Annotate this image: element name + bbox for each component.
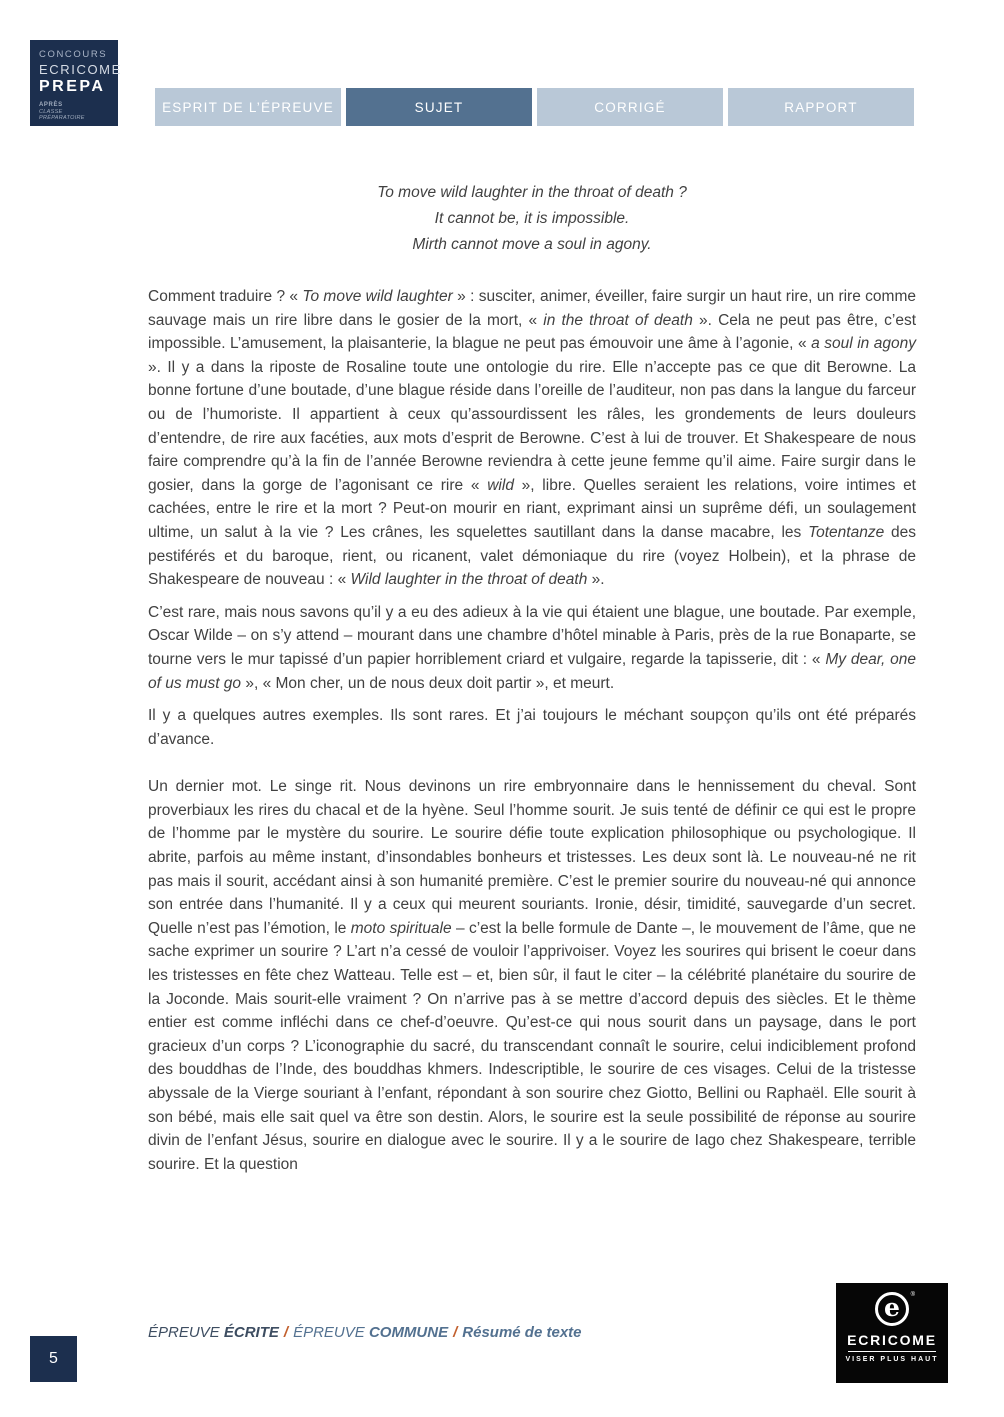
logo-apres-label: APRÈS (39, 102, 63, 108)
paragraph-4: Un dernier mot. Le singe rit. Nous devinons un rire embryonnaire dans le hennissement du cheval. Sont proverbiaux les rires du chacal et de la hyène. Seul l’homme sourit. Je suis tenté de définir ce qui est le propre de l’homme par le mystère du sourire. Le sourire défie toute explication philosophique ou psychologique. Il abrite, parfois au même instant, d’insondables bonheurs et tristesses. Les deux sont là. Le nouveau-né ne rit pas mais il sourit, accédant ainsi à son humanité première. C’est le premier sourire du nouveau-né qui annonce son entrée dans l’humanité. Il y a ceux qui meurent souriants. Ironie, désir, timidité, sauvegarde d’un secret. Quelle n’est pas l’émotion, le moto spirituale – c’est la belle formule de Dante –, le mouvement de l’âme, que ne sache exprimer un sourire ? L’art n’a cessé de vouloir l’apprivoiser. Voyez les sourires qui brisent le coeur dans les tristesses en fête chez Watteau. Telle est – et, bien sûr, il faut le citer – la célébrité planétaire du sourire de la Joconde. Mais sourit-elle vraiment ? On n’arrive pas à se mettre d’accord depuis des siècles. Et le thème entier est comme infléchi dans ce chef-d’oeuvre. Qu’est-ce qui nous sourit dans un paysage, dans le port gracieux d’un corps ? L’iconographie du sacré, du transcendant connaît le sourire, celui indiciblement profond des bouddhas de l’Inde, des bouddhas khmers. Indescriptible, le sourire de ces visages. Celui de la tristesse abyssale de la Vierge souriant à l’enfant, répondant à son sourire chez Giotto, Bellini ou Raphaël. Elle sourit à son bébé, mais elle sait quel va être son destin. Alors, le sourire est la seule possibilité de réponse au sourire divin de l’enfant Jésus, sourire en dialogue avec le sourire. Il y a le sourire de Iago chez Shakespeare, terrible sourire. Et la question (148, 778, 916, 1173)
quote-line-1: To move wild laughter in the throat of death ? (377, 184, 687, 201)
logo-classe-preparatoire-label: CLASSE PRÉPARATOIRE (39, 109, 85, 121)
footer-epreuve-commune: ÉPREUVE COMMUNE (293, 1324, 449, 1341)
quote-line-3: Mirth cannot move a soul in agony. (412, 236, 652, 253)
page-number-badge: 5 (30, 1336, 77, 1382)
footer-epreuve-ecrite: ÉPREUVE ÉCRITE (148, 1324, 279, 1341)
footer-separator-1: / (283, 1324, 289, 1341)
tab-esprit-de-l-epreuve[interactable] (155, 88, 341, 126)
footer-exercise-type: Résumé de texte (462, 1324, 582, 1341)
tab-sujet[interactable] (346, 88, 532, 126)
tab-label: ESPRIT DE L’ÉPREUVE (162, 99, 334, 115)
section-tabs (155, 88, 914, 126)
tab-label: CORRIGÉ (594, 99, 666, 115)
quote-line-2: It cannot be, it is impossible. (434, 210, 630, 227)
logo-ecricome-label: ECRICOME (39, 62, 122, 77)
ecricome-e-icon: e ® (875, 1292, 909, 1326)
tab-corrige[interactable] (537, 88, 723, 126)
paragraph-3: Il y a quelques autres exemples. Ils sont rares. Et j’ai toujours le méchant soupçon qu’ils ont été préparés d’avance. (148, 707, 916, 748)
tab-rapport[interactable] (728, 88, 914, 126)
tab-label: RAPPORT (784, 99, 858, 115)
registered-mark: ® (910, 1292, 915, 1298)
logo-prepa-label: PREPA (39, 78, 106, 95)
brand-divider (848, 1351, 936, 1352)
paragraph-2: C’est rare, mais nous savons qu’il y a eu des adieux à la vie qui étaient une blague, une boutade. Par exemple, Oscar Wilde – on s’y attend – mourant dans une chambre d’hôtel minable à Paris, près de la rue Bonaparte, se tourne vers le mur tapissé d’un papier horriblement criard et vulgaire, regarde la tapisserie, dit : « My dear, one of us must go », « Mon cher, un de nous deux doit partir », et meurt. (148, 603, 917, 692)
epigraph-quote (148, 180, 916, 258)
brand-name: ECRICOME (847, 1332, 937, 1348)
brand-tagline: VISER PLUS HAUT (845, 1356, 939, 1363)
paragraph-1: Comment traduire ? « To move wild laughter » : susciter, animer, éveiller, faire surgir un haut rire, un rire comme sauvage mais un rire libre dans le gosier de la mort, « in the throat of death ». Cela ne peut pas être, c’est impossible. L’amusement, la plaisanterie, la blague ne peut pas émouvoir une âme à l’agonie, « a soul in agony ». Il y a dans la riposte de Rosaline toute une ontologie du rire. Elle n’accepte pas ce que dit Berowne. La bonne fortune d’une boutade, d’une blague réside dans l’oreille de l’auditeur, non pas dans la langue du farceur ou de l’humoriste. Il appartient à ceux qu’assourdissent les râles, les grondements de leurs douleurs d’entendre, de rire aux facéties, aux mots d’esprit de Berowne. C’est à lui de trouver. Et Shakespeare de nous faire comprendre qu’à la fin de l’année Berowne reviendra à cette jeune femme qu’il aime. Faire surgir dans le gosier, dans la gorge de l’agonisant ce rire « wild », libre. Quelles seraient les relations, voire intimes et cachées, entre le rire et la mort ? Peut-on mourir en riant, exprimant ainsi un suprême défi, un soulagement ultime, un salut à la vie ? Les crânes, les squelettes sautillant dans la danse macabre, les Totentanze des pestiférés et du baroque, rient, ou ricanent, valet démoniaque du rire (voyez Holbein), et la phrase de Shakespeare de nouveau : « Wild laughter in the throat of death ». (148, 288, 917, 589)
tab-label: SUJET (414, 99, 464, 115)
ecricome-prepa-logo (30, 40, 122, 126)
footer-separator-2: / (453, 1324, 458, 1341)
footer-breadcrumb (148, 1324, 582, 1341)
ecricome-logo (836, 1283, 948, 1383)
logo-concours-label: CONCOURS (39, 49, 108, 60)
subject-text (148, 285, 916, 1185)
